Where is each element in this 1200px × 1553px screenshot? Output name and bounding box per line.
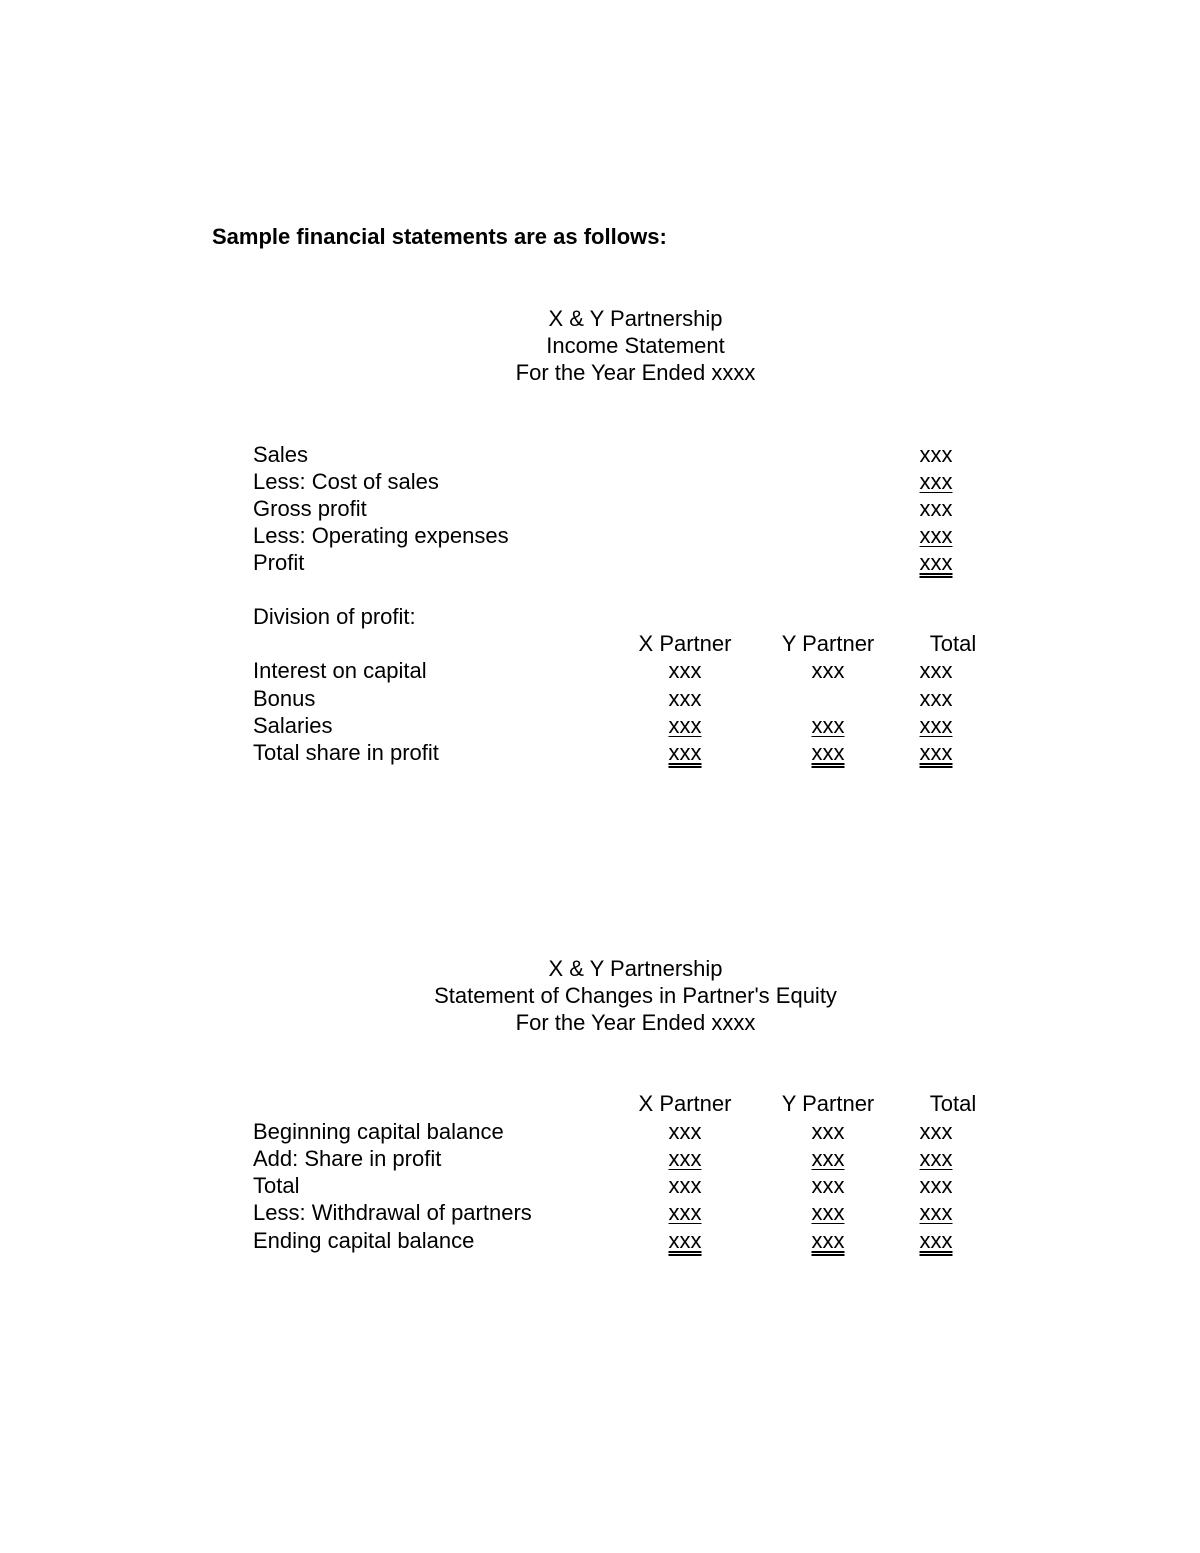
total-value: xxx <box>919 1146 953 1171</box>
x-partner-value: xxx <box>668 1200 702 1225</box>
line-label: Gross profit <box>253 496 367 521</box>
equity-statement-period: For the Year Ended xxxx <box>515 1010 756 1035</box>
line-total: xxx <box>919 469 953 494</box>
x-partner-value: xxx <box>668 740 702 765</box>
y-partner-value: xxx <box>811 1146 845 1171</box>
column-header-total: Total <box>929 1091 977 1116</box>
equity-statement-title: X & Y Partnership <box>548 956 723 981</box>
line-total: xxx <box>919 496 953 521</box>
line-total: xxx <box>919 550 953 575</box>
column-header-total: Total <box>929 631 977 656</box>
total-value: xxx <box>919 1200 953 1225</box>
line-label: Profit <box>253 550 305 575</box>
equity-statement-heading <box>0 955 1200 1036</box>
row-label: Total share in profit <box>253 740 439 765</box>
y-partner-value: xxx <box>811 658 845 683</box>
y-partner-value: xxx <box>811 740 845 765</box>
total-value: xxx <box>919 740 953 765</box>
income-statement-title: X & Y Partnership <box>548 306 723 331</box>
column-header-x-partner: X Partner <box>638 1091 732 1116</box>
x-partner-value: xxx <box>668 713 702 738</box>
x-partner-value: xxx <box>668 1146 702 1171</box>
x-partner-value: xxx <box>668 686 702 711</box>
total-value: xxx <box>919 686 953 711</box>
y-partner-value: xxx <box>811 1228 845 1253</box>
column-header-y-partner: Y Partner <box>781 1091 875 1116</box>
total-value: xxx <box>919 713 953 738</box>
line-label: Less: Cost of sales <box>253 469 439 494</box>
x-partner-value: xxx <box>668 1228 702 1253</box>
equity-statement-subtitle: Statement of Changes in Partner's Equity <box>434 983 837 1008</box>
intro-heading: Sample financial statements are as follows: <box>212 224 667 249</box>
total-value: xxx <box>919 1119 953 1144</box>
division-label: Division of profit: <box>253 604 416 629</box>
row-label: Salaries <box>253 713 333 738</box>
row-label: Ending capital balance <box>253 1228 475 1253</box>
row-label: Less: Withdrawal of partners <box>253 1200 532 1225</box>
income-statement-period: For the Year Ended xxxx <box>515 360 756 385</box>
y-partner-value: xxx <box>811 1200 845 1225</box>
line-label: Less: Operating expenses <box>253 523 509 548</box>
income-statement-heading <box>0 305 1200 386</box>
row-label: Bonus <box>253 686 316 711</box>
line-total: xxx <box>919 523 953 548</box>
row-label: Beginning capital balance <box>253 1119 504 1144</box>
row-label: Interest on capital <box>253 658 427 683</box>
total-value: xxx <box>919 1173 953 1198</box>
line-label: Sales <box>253 442 309 467</box>
y-partner-value: xxx <box>811 713 845 738</box>
y-partner-value: xxx <box>811 1119 845 1144</box>
column-header-y-partner: Y Partner <box>781 631 875 656</box>
y-partner-value: xxx <box>811 1173 845 1198</box>
line-total: xxx <box>919 442 953 467</box>
row-label: Add: Share in profit <box>253 1146 442 1171</box>
row-label: Total <box>253 1173 300 1198</box>
x-partner-value: xxx <box>668 658 702 683</box>
column-header-x-partner: X Partner <box>638 631 732 656</box>
total-value: xxx <box>919 658 953 683</box>
income-statement-subtitle: Income Statement <box>546 333 725 358</box>
x-partner-value: xxx <box>668 1173 702 1198</box>
total-value: xxx <box>919 1228 953 1253</box>
x-partner-value: xxx <box>668 1119 702 1144</box>
